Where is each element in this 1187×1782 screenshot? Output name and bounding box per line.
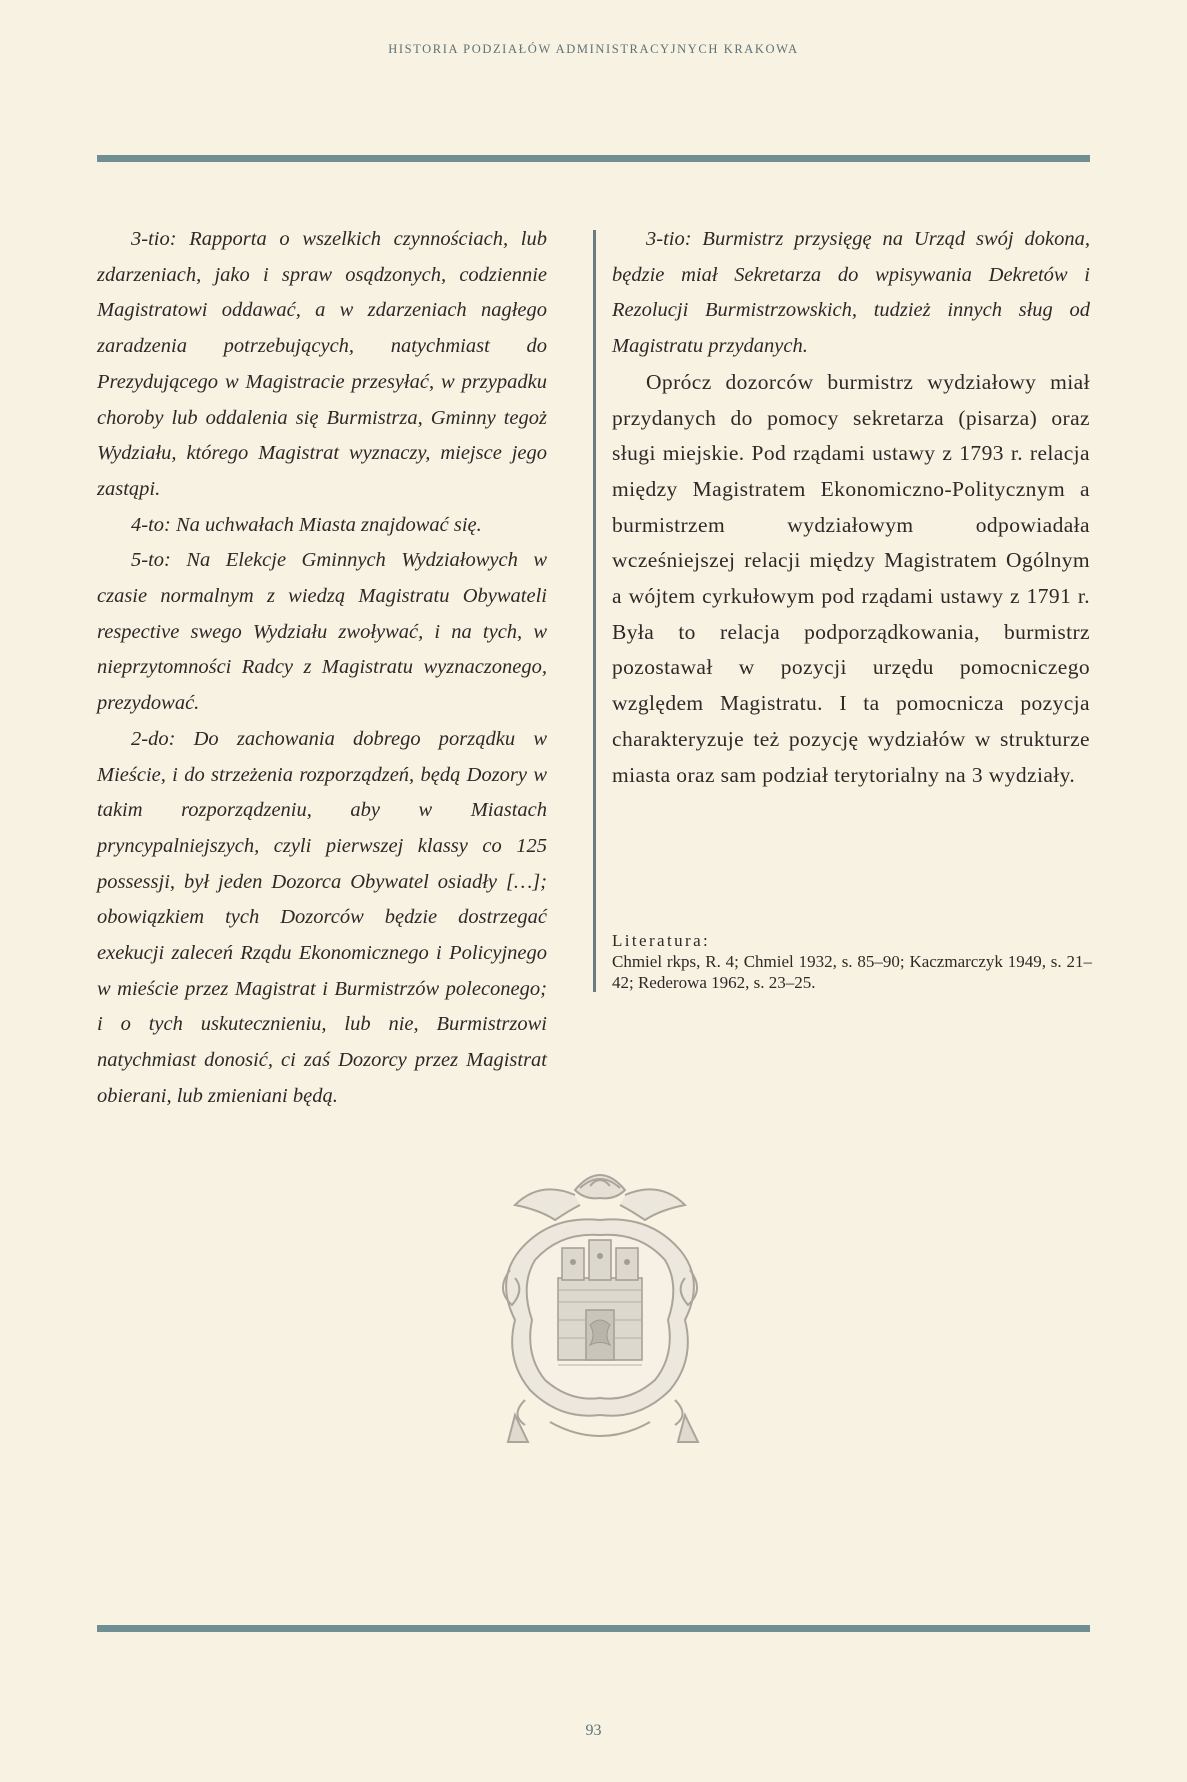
top-rule — [97, 155, 1090, 162]
page-number: 93 — [585, 1722, 602, 1739]
quote-paragraph: 3-tio: Rapporta o wszelkich czynnościach, lub zdarzeniach, jako i spraw osądzonych, codziennie Magistratowi oddawać, a w zdarzeniach nagłego zaradzenia potrzebujących, natychmiast do Prezydującego w Magistracie przesyłać, w przypadku choroby lub oddalenia się Burmistrza, Gminny tegoż Wydziału, którego Magistrat wyznaczy, miejsce jego zastąpi. — [97, 228, 547, 500]
bottom-rule — [97, 1625, 1090, 1632]
left-column — [97, 222, 547, 1115]
quote-paragraph: 2-do: Do zachowania dobrego porządku w Mieście, i do strzeżenia rozporządzeń, będą Dozory w takim rozporządzeniu, aby w Miastach pryncypalniejszych, czyli pierwszej klassy co 125 possessji, był jeden Dozorca Obywatel osiadły […]; obowiązkiem tych Dozorców będzie dostrzegać exekucji zaleceń Rządu Ekonomicznego i Policyjnego w mieście przez Magistrat i Burmistrzów poleconego; i o tych uskutecznieniu, lub nie, Burmistrzowi natychmiast donosić, ci zaś Dozorcy przez Magistrat obierani, lub zmieniani będą. — [97, 727, 547, 1107]
body-paragraph: Oprócz dozorców burmistrz wydziałowy miał przydanych do pomocy sekretarza (pisarza) oraz sługi miejskie. Pod rządami ustawy z 1793 r. relacja między Magistratem Ekonomiczno-Politycznym a burmistrzem wydziałowym odpowiadała wcześniejszej relacji między Magistratem Ogólnym a wójtem cyrkułowym pod rządami ustawy z 1791 r. Była to relacja podporządkowania, burmistrz pozostawał w pozycji urzędu pomocniczego względem Magistratu. I ta pomocnicza pozycja charakteryzuje też pozycję wydziałów w strukturze miasta oraz sam podział terytorialny na 3 wydziały. — [612, 369, 1090, 787]
quote-paragraph: 5-to: Na Elekcje Gminnych Wydziałowych w czasie normalnym z wiedzą Magistratu Obywateli respective swego Wydziału zwoływać, i na tych, w nieprzytomności Radcy z Magistratu wyznaczonego, prezydować. — [97, 549, 547, 715]
krakow-coat-of-arms-icon — [480, 1160, 720, 1450]
right-column — [612, 222, 1090, 793]
literature-title: Literatura: — [612, 931, 711, 950]
quote-paragraph: 4-to: Na uchwałach Miasta znajdować się. — [131, 513, 482, 536]
running-header: HISTORIA PODZIAŁÓW ADMINISTRACYJNYCH KRAKOWA — [388, 42, 799, 56]
literature-block — [612, 930, 1092, 993]
quote-paragraph: 3-tio: Burmistrz przysięgę na Urząd swój dokona, będzie miał Sekretarza do wpisywania Dekretów i Rezolucji Burmistrzowskich, tudzież innych sług od Magistratu przydanych. — [612, 228, 1090, 358]
column-divider — [593, 230, 596, 992]
literature-text: Chmiel rkps, R. 4; Chmiel 1932, s. 85–90; Kaczmarczyk 1949, s. 21–42; Rederowa 1962, s. 23–25. — [612, 952, 1092, 992]
